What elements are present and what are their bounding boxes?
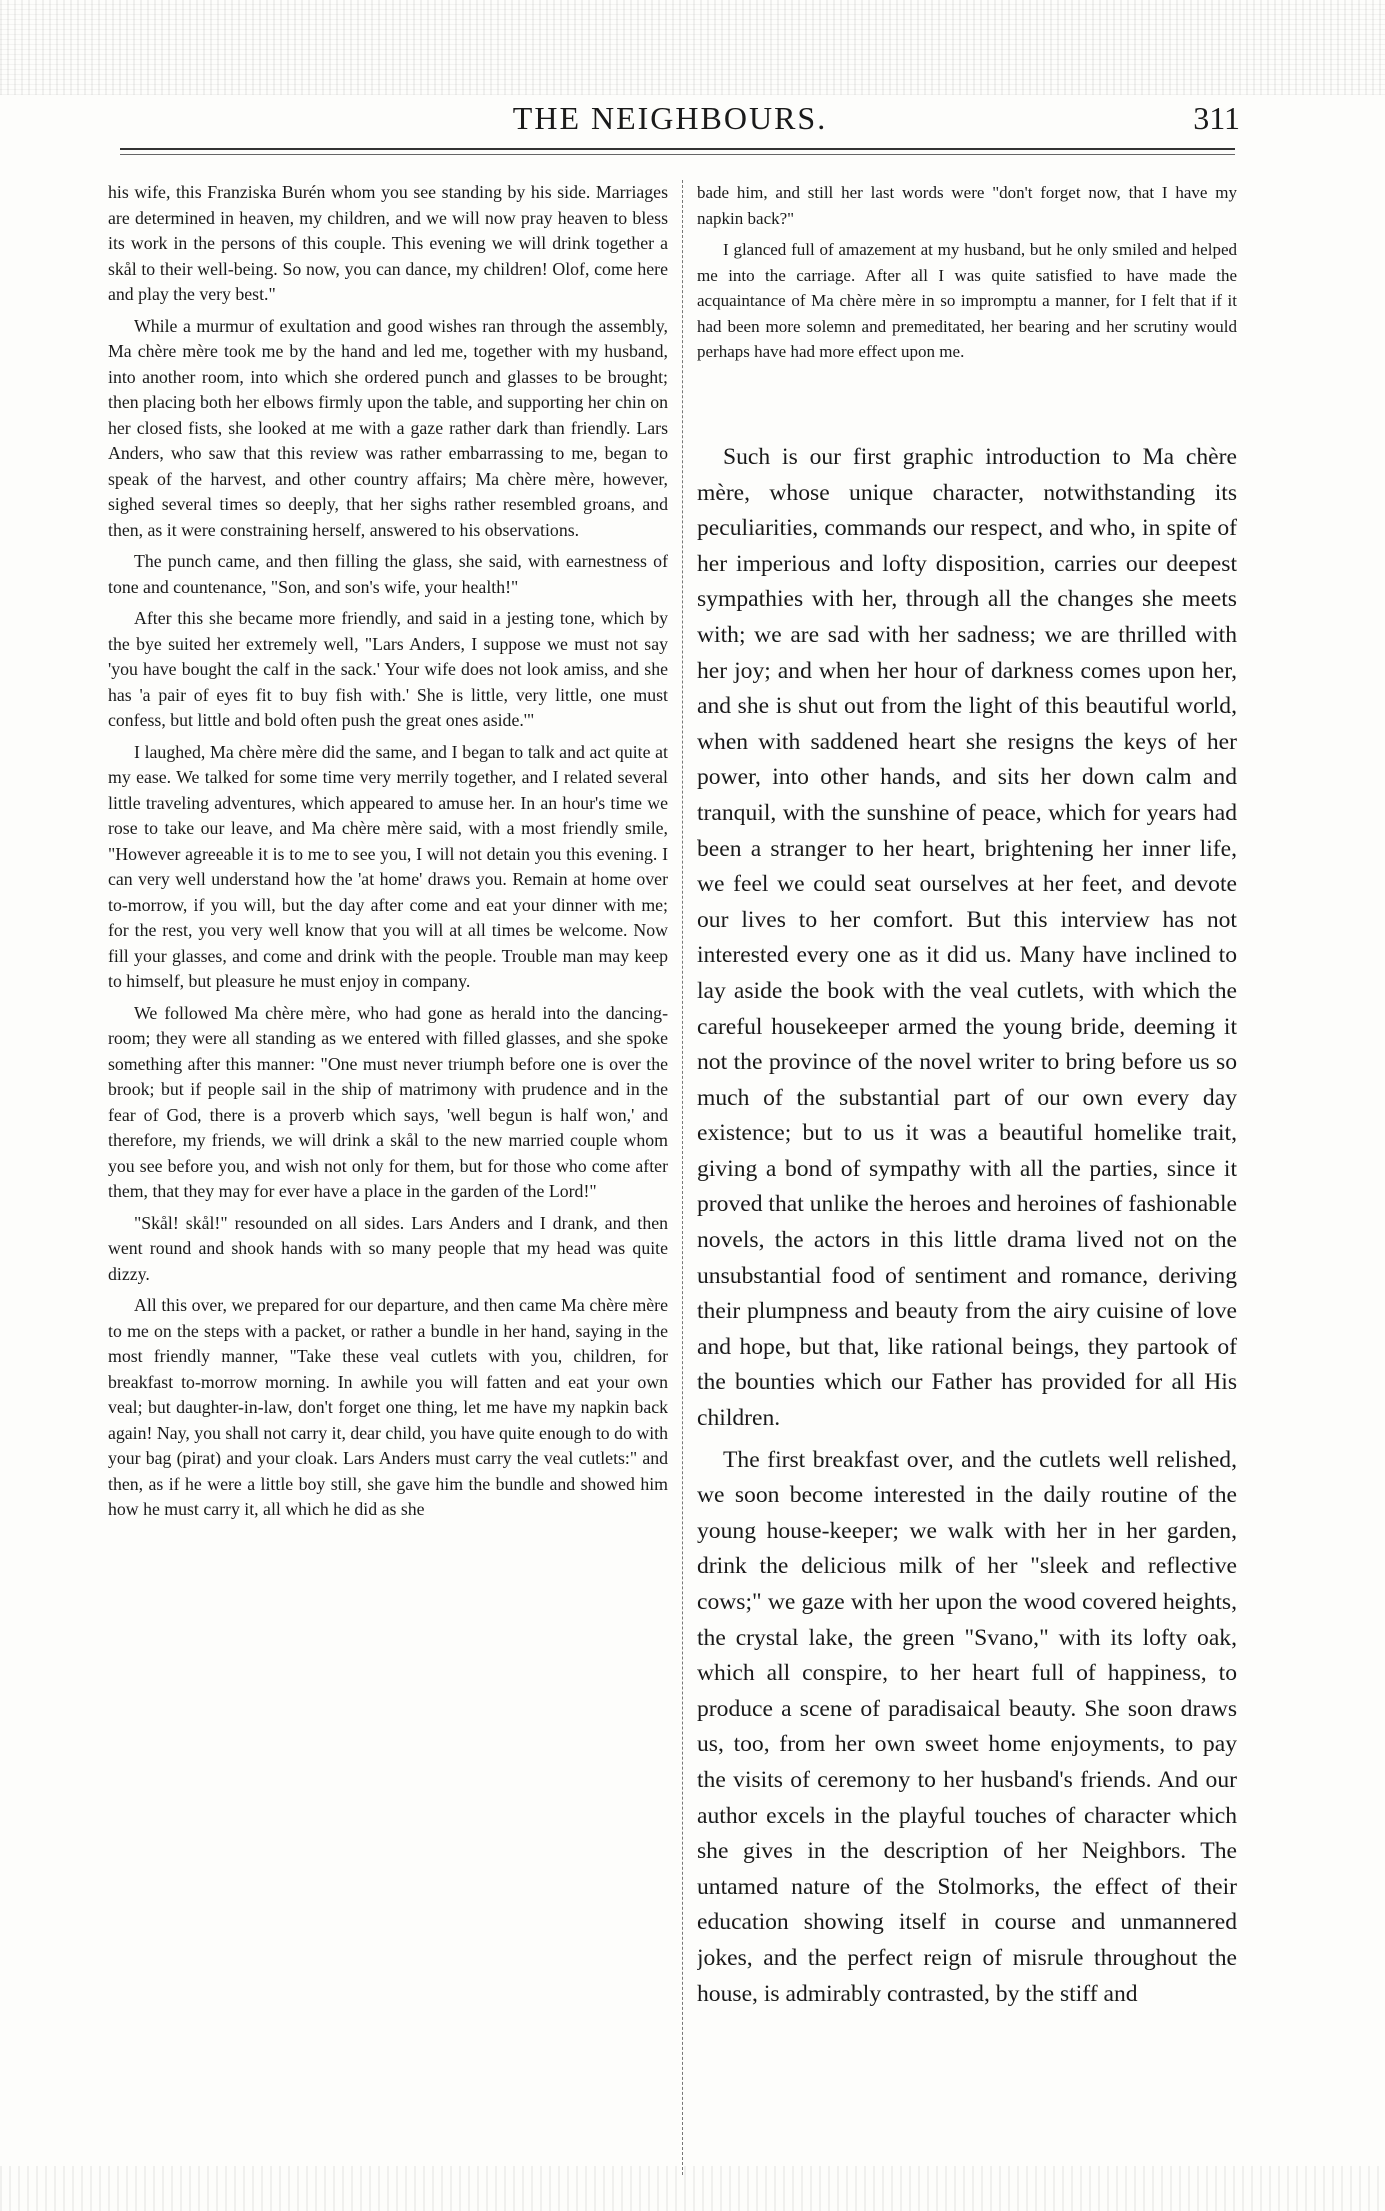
paragraph: bade him, and still her last words were "don't forget now, that I have my napkin back?" [697,183,1237,228]
header-rule [120,148,1235,155]
scan-noise-top [0,0,1385,95]
paragraph: I laughed, Ma chère mère did the same, and I began to talk and act quite at my ease. We talked for some time very merrily together, and I related several little traveling adventures, which appeared to amuse her. In an hour's time we rose to take our leave, and Ma chère mère said, with a most friendly smile, "However agreeable it is to me to see you, I will not detain you this evening. I can very well understand how the 'at home' draws you. Remain at home over to-morrow, if you will, but the day after come and eat your dinner with me; for the rest, you very well know that you will at all times be welcome. Now fill your glasses, and come and drink with the people. Trouble man may keep to himself, but pleasure he must enjoy in company. [108,741,668,991]
scan-noise-bottom [0,2166,1385,2211]
paragraph: While a murmur of exultation and good wishes ran through the assembly, Ma chère mère took me by the hand and led me, together with my husband, into another room, into which she ordered punch and glasses to be brought; then placing both her elbows firmly upon the table, and supporting her chin on her closed fists, she looked at me with a gaze rather dark than friendly. Lars Anders, who saw that this review was rather embarrassing to me, began to speak of the harvest, and other country affairs; Ma chère mère, however, sighed several times so deeply, that her sighs rather resembled groans, and then, as it were constraining herself, answered to his observations. [108,315,668,540]
paragraph: After this she became more friendly, and said in a jesting tone, which by the bye suited her extremely well, "Lars Anders, I suppose we must not say 'you have bought the calf in the sack.' Your wife does not look amiss, and she has 'a pair of eyes fit to buy fish with.' She is little, very little, one must confess, but little and bold often push the great ones aside.'" [108,608,668,730]
paragraph: The first breakfast over, and the cutlets well relished, we soon become interested in the daily routine of the young house-keeper; we walk with her in her garden, drink the delicious milk of her "sleek and reflective cows;" we gaze with her upon the wood covered heights, the crystal lake, the green "Svano," with its lofty oak, which all conspire, to her heart full of happiness, to produce a scene of paradisaical beauty. She soon draws us, too, from her own sweet home enjoyments, to pay the visits of ceremony to her husband's friends. And our author excels in the playful touches of character which she gives in the description of her Neighbors. The untamed nature of the Stolmorks, the effect of their education showing itself in course and unmannered jokes, and the perfect reign of misrule throughout the house, is admirably contrasted, by the stiff and [697,1446,1237,2007]
left-column [108,180,668,2170]
running-head [100,100,1240,144]
paragraph: All this over, we prepared for our departure, and then came Ma chère mère to me on the steps with a packet, or rather a bundle in her hand, saying in the most friendly manner, "Take these veal cutlets with you, children, for breakfast to-morrow morning. In awhile you will fatten and eat your own veal; but daughter-in-law, don't forget one thing, let me have my napkin back again! Nay, you shall not carry it, dear child, you have quite enough to do with your bag (pirat) and your cloak. Lars Anders must carry the veal cutlets:" and then, as if he were a little boy still, she gave him the bundle and showed him how he must carry it, all which he did as she [108,1295,668,1519]
paragraph: his wife, this Franziska Burén whom you see standing by his side. Marriages are determined in heaven, my children, and we will now pray heaven to bless its work in the persons of this couple. This evening we will drink together a skål to their well-being. So now, you can dance, my children! Olof, come here and play the very best." [108,182,668,304]
right-column-commentary [697,440,1237,2200]
paragraph: I glanced full of amazement at my husband, but he only smiled and helped me into the carriage. After all I was quite satisfied to have made the acquaintance of Ma chère mère in so impromptu a manner, for I felt that if it had been more solemn and premeditated, her bearing and her scrutiny would perhaps have had more effect upon me. [697,240,1237,361]
page-title: THE NEIGHBOURS. [512,100,828,136]
right-column-quote [697,180,1237,430]
paragraph: We followed Ma chère mère, who had gone as herald into the dancing-room; they were all standing as we entered with filled glasses, and she spoke something after this manner: "One must never triumph before one is over the brook; but if people sail in the ship of matrimony with prudence and in the fear of God, there is a proverb which says, 'well begun is half won,' and therefore, my friends, we will drink a skål to the new married couple whom you see before you, and wish not only for them, but for those who come after them, that they may for ever have a place in the garden of the Lord!" [108,1002,668,1201]
page-number: 311 [1193,100,1240,136]
paragraph: "Skål! skål!" resounded on all sides. Lars Anders and I drank, and then went round and shook hands with so many people that my head was quite dizzy. [108,1212,668,1284]
paragraph: Such is our first graphic introduction to Ma chère mère, whose unique character, notwithstanding its peculiarities, commands our respect, and who, in spite of her imperious and lofty disposition, carries our deepest sympathies with her, through all the changes she meets with; we are sad with her sadness; we are thrilled with her joy; and when her hour of darkness comes upon her, and she is shut out from the light of this beautiful world, when with saddened heart she resigns the keys of her power, into other hands, and sits her down calm and tranquil, with the sunshine of peace, which for years had been a stranger to her heart, brightening her inner life, we feel we could seat ourselves at her feet, and devote our lives to her comfort. But this interview has not interested every one as it did us. Many have inclined to lay aside the book with the veal cutlets, with which the careful housekeeper armed the young bride, deeming it not the province of the novel writer to bring before us so much of the substantial part of our own every day existence; but to us it was a beautiful homelike trait, giving a bond of sympathy with all the parties, since it proved that unlike the heroes and heroines of fashionable novels, the actors in this little drama lived not on the unsubstantial food of sentiment and romance, deriving their plumpness and beauty from the airy cuisine of love and hope, but that, like rational beings, they partook of the bounties which our Father has provided for all His children. [697,444,1237,1432]
column-divider [682,180,683,2175]
paragraph: The punch came, and then filling the glass, she said, with earnestness of tone and countenance, "Son, and son's wife, your health!" [108,551,668,597]
